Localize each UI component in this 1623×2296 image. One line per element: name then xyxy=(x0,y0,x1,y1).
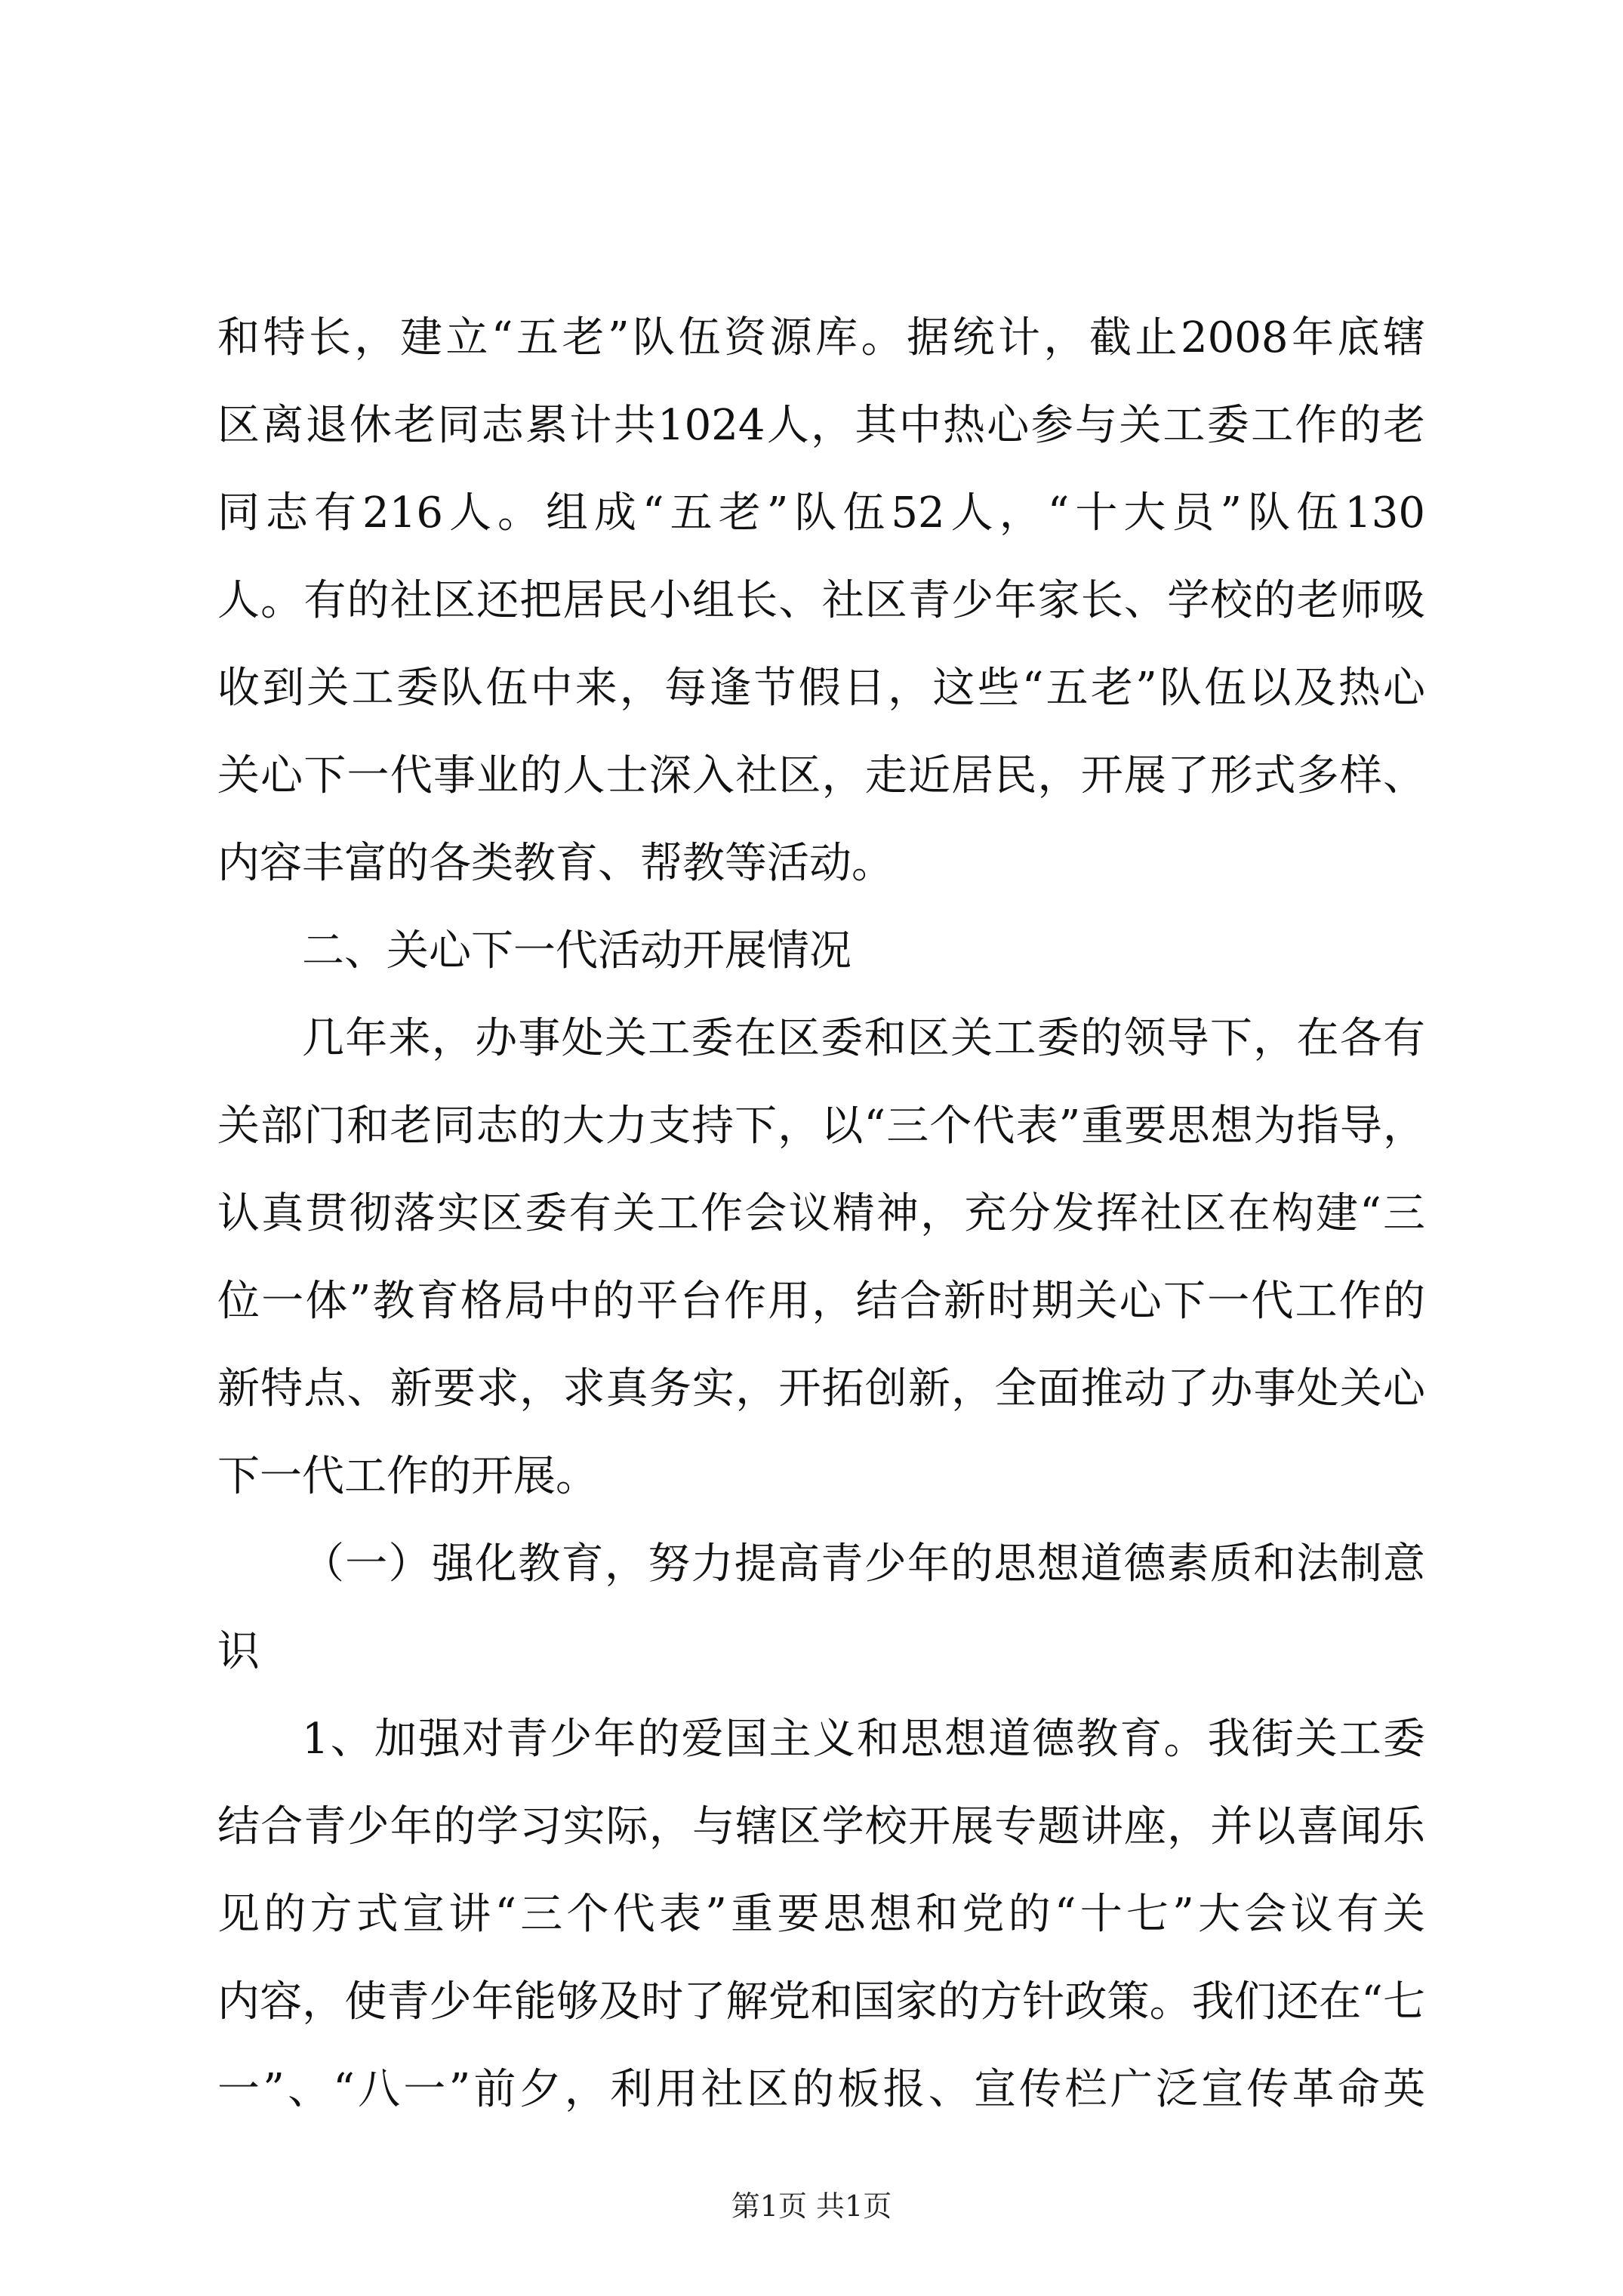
body-line: 新特点、新要求，求真务实，开拓创新，全面推动了办事处关心 xyxy=(217,1364,1425,1413)
body-line: 下一代工作的开展。 xyxy=(217,1452,598,1501)
body-line: 内容，使青少年能够及时了解党和国家的方针政策。我们还在“七 xyxy=(217,1977,1425,2026)
body-line: 见的方式宣讲“三个代表”重要思想和党的“十七”大会议有关 xyxy=(217,1890,1425,1939)
body-line: 收到关工委队伍中来，每逢节假日，这些“五老”队伍以及热心 xyxy=(217,664,1425,713)
page-footer: 第1页 共1页 xyxy=(731,2190,892,2223)
body-line: 关部门和老同志的大力支持下，以“三个代表”重要思想为指导， xyxy=(217,1102,1425,1151)
body-line: 几年来，办事处关工委在区委和区关工委的领导下，在各有 xyxy=(302,1014,1425,1063)
body-line: 认真贯彻落实区委有关工作会议精神，充分发挥社区在构建“三 xyxy=(217,1189,1425,1238)
subsection-heading: （一）强化教育，努力提高青少年的思想道德素质和法制意 xyxy=(302,1539,1425,1589)
body-line: 1、加强对青少年的爱国主义和思想道德教育。我街关工委 xyxy=(302,1715,1425,1764)
body-line: 位一体”教育格局中的平台作用，结合新时期关心下一代工作的 xyxy=(217,1277,1425,1326)
body-line: 关心下一代事业的人士深入社区，走近居民，开展了形式多样、 xyxy=(217,751,1425,800)
body-line: 内容丰富的各类教育、帮教等活动。 xyxy=(217,839,894,888)
body-line: 区离退休老同志累计共1024人，其中热心参与关工委工作的老 xyxy=(217,401,1425,450)
body-line: 一”、“八一”前夕，利用社区的板报、宣传栏广泛宣传革命英 xyxy=(217,2065,1425,2114)
body-line: 人。有的社区还把居民小组长、社区青少年家长、学校的老师吸 xyxy=(217,576,1425,625)
body-line: 和特长，建立“五老”队伍资源库。据统计，截止2008年底辖 xyxy=(217,313,1425,362)
section-heading: 二、关心下一代活动开展情况 xyxy=(302,926,852,975)
body-line: 结合青少年的学习实际，与辖区学校开展专题讲座，并以喜闻乐 xyxy=(217,1802,1425,1851)
subsection-heading-continued: 识 xyxy=(217,1627,260,1676)
body-line: 同志有216人。组成“五老”队伍52人，“十大员”队伍130 xyxy=(217,488,1426,538)
